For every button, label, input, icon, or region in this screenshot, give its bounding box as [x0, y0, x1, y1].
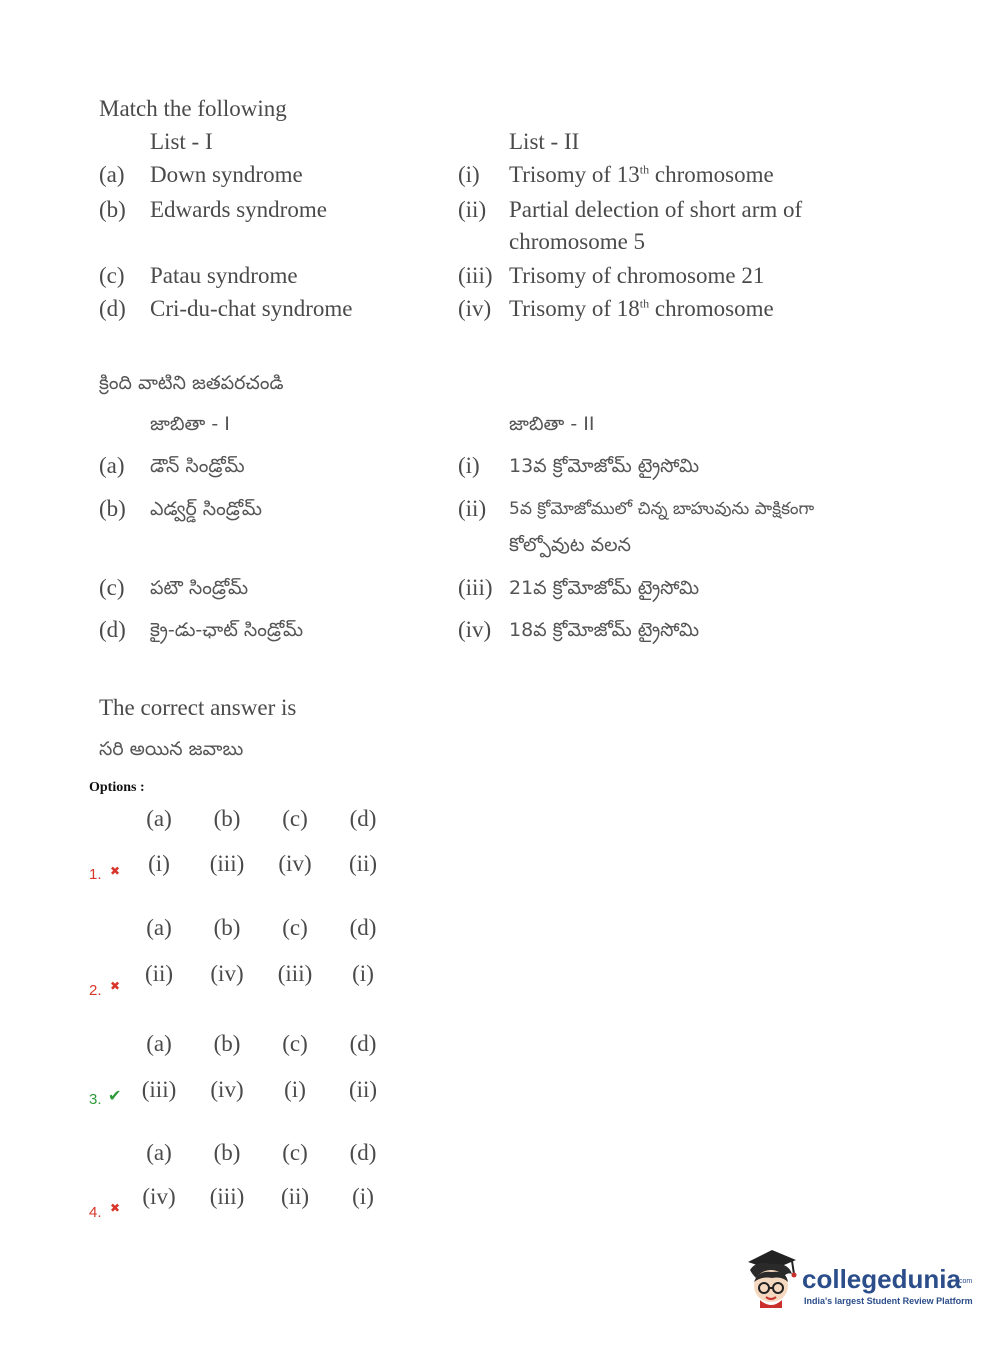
option-value-cell: (iii): [277, 961, 313, 986]
roman-label: (iii): [458, 575, 493, 600]
option-header-cell: (c): [282, 1031, 308, 1056]
option-number: 2.: [89, 982, 102, 999]
row-label: (a): [99, 453, 125, 478]
list-2-item: 5వ క్రోమోజోములో చిన్న బాహువును పాక్షికంగా: [509, 499, 815, 519]
list-2-item: Trisomy of chromosome 21: [509, 263, 765, 288]
answer-prompt-te: సరి అయిన జవాబు: [99, 738, 244, 760]
row-label: (b): [99, 197, 126, 222]
row-label: (a): [99, 162, 125, 187]
row-label: (b): [99, 496, 126, 521]
roman-label: (ii): [458, 197, 487, 222]
option-value-cell: (iv): [210, 961, 244, 986]
row-label: (d): [99, 617, 126, 642]
list-1-title-te: జాబితా - I: [150, 413, 230, 435]
option-header-cell: (c): [282, 806, 308, 831]
row-label: (d): [99, 296, 126, 321]
option-header-cell: (c): [282, 1140, 308, 1165]
roman-label: (i): [458, 162, 480, 187]
list-1-item: Edwards syndrome: [150, 197, 327, 222]
option-header-cell: (b): [213, 806, 241, 831]
option-header-cell: (a): [146, 806, 172, 831]
list-2-item: Partial delection of short arm of: [509, 197, 803, 222]
option-number: 4.: [89, 1204, 102, 1221]
list-1-item: డౌన్ సిండ్రోమ్: [150, 455, 245, 477]
logo-tagline: India's largest Student Review Platform: [804, 1296, 973, 1306]
roman-label: (iv): [458, 617, 492, 642]
list-1-item: ఎడ్వర్డ్ సిండ్రోమ్: [150, 498, 262, 520]
option-value-cell: (iv): [278, 851, 312, 876]
question-heading-te: క్రింది వాటిని జతపరచండి: [99, 372, 284, 394]
row-label: (c): [99, 575, 125, 600]
checkmark-icon: ✔: [108, 1086, 122, 1105]
option-value-cell: (i): [352, 1184, 374, 1209]
list-1-item: పటౌ సిండ్రోమ్: [150, 577, 249, 599]
answer-prompt-en: The correct answer is: [99, 695, 297, 720]
list-2-item: Trisomy of 13th chromosome: [509, 162, 774, 187]
cross-icon: ✖: [110, 1201, 121, 1215]
option-header-cell: (a): [146, 915, 172, 940]
option-number: 1.: [89, 866, 102, 883]
option-value-cell: (iv): [210, 1077, 244, 1102]
list-2-title-te: జాబితా - II: [509, 413, 595, 435]
option-header-cell: (a): [146, 1031, 172, 1056]
option-value-cell: (i): [148, 851, 170, 876]
list-2-item: 18వ క్రోమోజోమ్ ట్రైసోమి: [509, 619, 700, 641]
list-1-item: Patau syndrome: [150, 263, 298, 288]
roman-label: (i): [458, 453, 480, 478]
cross-icon: ✖: [110, 864, 121, 878]
option-header-cell: (b): [213, 1140, 241, 1165]
option-header-cell: (d): [349, 915, 377, 940]
logo-domain: .com: [957, 1278, 973, 1285]
roman-label: (iii): [458, 263, 493, 288]
option-header-cell: (c): [282, 915, 308, 940]
list-2-item: 13వ క్రోమోజోమ్ ట్రైసోమి: [509, 455, 700, 477]
row-label: (c): [99, 263, 125, 288]
option-value-cell: (i): [352, 961, 374, 986]
list-2-item: Trisomy of 18th chromosome: [509, 296, 774, 321]
roman-label: (iv): [458, 296, 492, 321]
option-value-cell: (iii): [141, 1077, 177, 1102]
option-value-cell: (ii): [280, 1184, 310, 1209]
list-1-item: Down syndrome: [150, 162, 303, 187]
question-heading-en: Match the following: [99, 96, 287, 121]
option-value-cell: (iv): [142, 1184, 176, 1209]
option-value-cell: (iii): [209, 1184, 245, 1209]
option-number: 3.: [89, 1091, 102, 1108]
list-1-title-en: List - I: [150, 129, 213, 154]
list-2-item-continuation: chromosome 5: [509, 229, 646, 254]
roman-label: (ii): [458, 496, 487, 521]
option-header-cell: (d): [349, 1031, 377, 1056]
options-title: Options :: [89, 780, 145, 795]
option-value-cell: (ii): [348, 851, 378, 876]
list-1-item: Cri-du-chat syndrome: [150, 296, 353, 321]
option-value-cell: (i): [284, 1077, 306, 1102]
list-2-item-continuation: కోల్పోవుట వలన: [509, 534, 631, 556]
list-2-item: 21వ క్రోమోజోమ్ ట్రైసోమి: [509, 577, 700, 599]
option-header-cell: (d): [349, 1140, 377, 1165]
option-value-cell: (iii): [209, 851, 245, 876]
logo-wordmark: collegedunia: [802, 1264, 961, 1294]
mascot-icon: [742, 1248, 800, 1310]
option-value-cell: (ii): [348, 1077, 378, 1102]
list-1-item: క్రై-డు-ఛాట్ సిండ్రోమ్: [150, 619, 304, 641]
option-header-cell: (a): [146, 1140, 172, 1165]
list-2-title-en: List - II: [509, 129, 580, 154]
collegedunia-logo[interactable]: [742, 1248, 972, 1312]
option-value-cell: (ii): [144, 961, 174, 986]
cross-icon: ✖: [110, 979, 121, 993]
option-header-cell: (b): [213, 915, 241, 940]
option-header-cell: (b): [213, 1031, 241, 1056]
option-header-cell: (d): [349, 806, 377, 831]
